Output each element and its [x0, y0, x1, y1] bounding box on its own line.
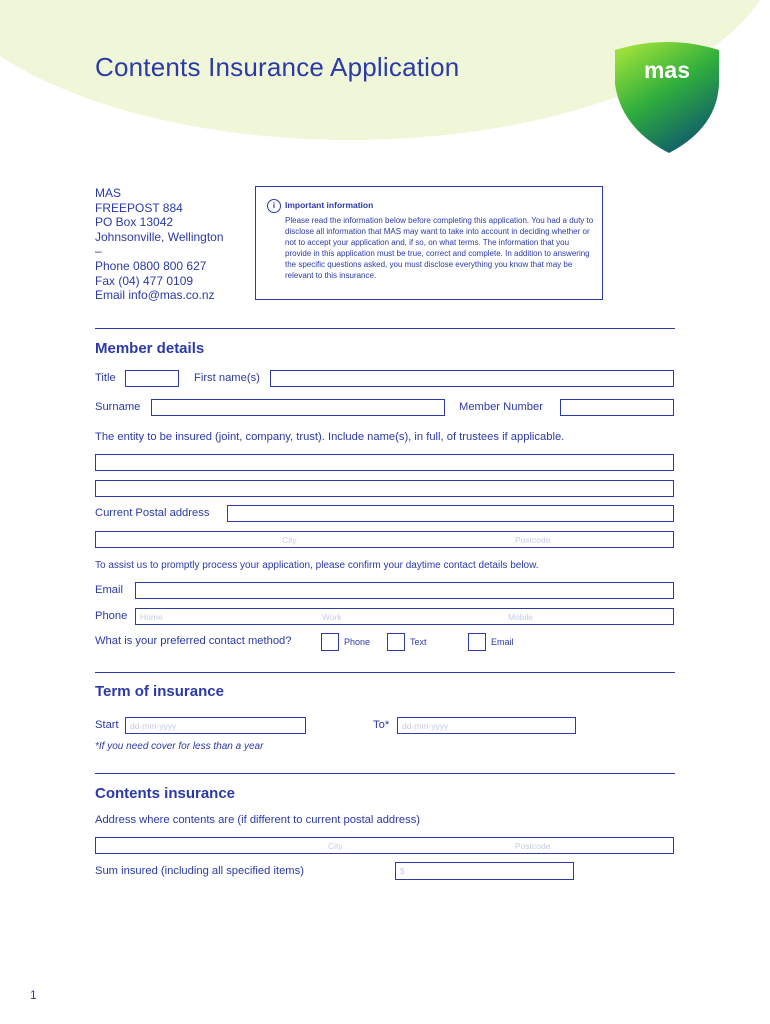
city-hint: City: [282, 535, 297, 545]
to-label: To*: [373, 719, 390, 731]
preferred-contact-label: What is your preferred contact method?: [95, 635, 292, 647]
address-line: Email info@mas.co.nz: [95, 288, 215, 303]
contact-address: [95, 186, 224, 303]
assist-text: To assist us to promptly process your application, please confirm your daytime contact details below.: [95, 560, 539, 571]
address-line: FREEPOST 884: [95, 200, 183, 215]
entity-field-2[interactable]: [95, 480, 674, 497]
entity-label: The entity to be insured (joint, company, trust). Include name(s), in full, of trustees if applicable.: [95, 431, 565, 443]
important-info-box: [255, 186, 603, 300]
start-date-hint: dd-mm-yyyy: [130, 721, 177, 731]
phone-option-label: Phone: [344, 637, 371, 647]
postal-address-label: Current Postal address: [95, 507, 210, 519]
to-date-hint: dd-mm-yyyy: [402, 721, 449, 731]
contents-address-field[interactable]: [95, 837, 674, 854]
address-line: PO Box 13042: [95, 215, 174, 230]
important-info-title: Important information: [285, 200, 374, 210]
important-info-text: Please read the information below before completing this application. You had a duty to disclose all information that MAS may want to take into account in deciding whether or not to accept your application and, if so, on what terms. The information that you provide in this application must be true, correct and complete. In addition to answering the specific questions asked, you must disclose everything you know that may be relevant to this insurance.: [285, 216, 594, 280]
page-number: 1: [30, 988, 37, 1002]
text-checkbox[interactable]: [387, 633, 405, 651]
title-label: Title: [95, 372, 116, 384]
text-option-label: Text: [410, 637, 427, 647]
postal-address-field[interactable]: [227, 505, 674, 522]
postal-city-postcode-field[interactable]: [95, 531, 674, 548]
logo-text: mas: [643, 57, 691, 83]
address-line: MAS: [95, 186, 122, 200]
mobile-hint: Mobile: [508, 612, 534, 622]
postcode-hint: Postcode: [515, 535, 551, 545]
home-hint: Home: [140, 612, 163, 622]
section-divider: [95, 773, 675, 774]
to-date-field[interactable]: [397, 717, 576, 734]
term-heading: Term of insurance: [95, 683, 224, 700]
postcode-hint: Postcode: [515, 841, 551, 851]
address-line: Fax (04) 477 0109: [95, 273, 194, 288]
member-number-field[interactable]: [560, 399, 674, 416]
mas-logo: [611, 40, 723, 155]
city-hint: City: [328, 841, 343, 851]
entity-field-1[interactable]: [95, 454, 674, 471]
address-line: –: [95, 244, 102, 259]
info-icon: i: [267, 199, 281, 213]
section-divider: [95, 672, 675, 673]
section-divider: [95, 328, 675, 329]
start-date-field[interactable]: [125, 717, 306, 734]
member-details-heading: Member details: [95, 340, 205, 357]
sum-insured-label: Sum insured (including all specified items): [95, 865, 304, 877]
email-option-label: Email: [491, 637, 514, 647]
surname-label: Surname: [95, 401, 141, 413]
start-label: Start: [95, 719, 119, 731]
email-label: Email: [95, 584, 123, 596]
email-checkbox[interactable]: [468, 633, 486, 651]
contents-heading: Contents insurance: [95, 785, 236, 802]
surname-field[interactable]: [151, 399, 445, 416]
phone-checkbox[interactable]: [321, 633, 339, 651]
term-note: *If you need cover for less than a year: [95, 741, 264, 752]
phone-field[interactable]: [135, 608, 674, 625]
page-title: Contents Insurance Application: [95, 52, 460, 82]
email-field[interactable]: [135, 582, 674, 599]
sum-insured-field[interactable]: [395, 862, 574, 880]
member-number-label: Member Number: [459, 401, 543, 413]
first-names-label: First name(s): [194, 372, 260, 384]
work-hint: Work: [322, 612, 342, 622]
currency-hint: $: [400, 866, 405, 876]
address-line: Johnsonville, Wellington: [95, 229, 224, 244]
first-names-field[interactable]: [270, 370, 674, 387]
contents-address-label: Address where contents are (if different to current postal address): [95, 814, 421, 826]
phone-label: Phone: [95, 610, 128, 622]
title-field[interactable]: [125, 370, 179, 387]
address-line: Phone 0800 800 627: [95, 258, 207, 273]
